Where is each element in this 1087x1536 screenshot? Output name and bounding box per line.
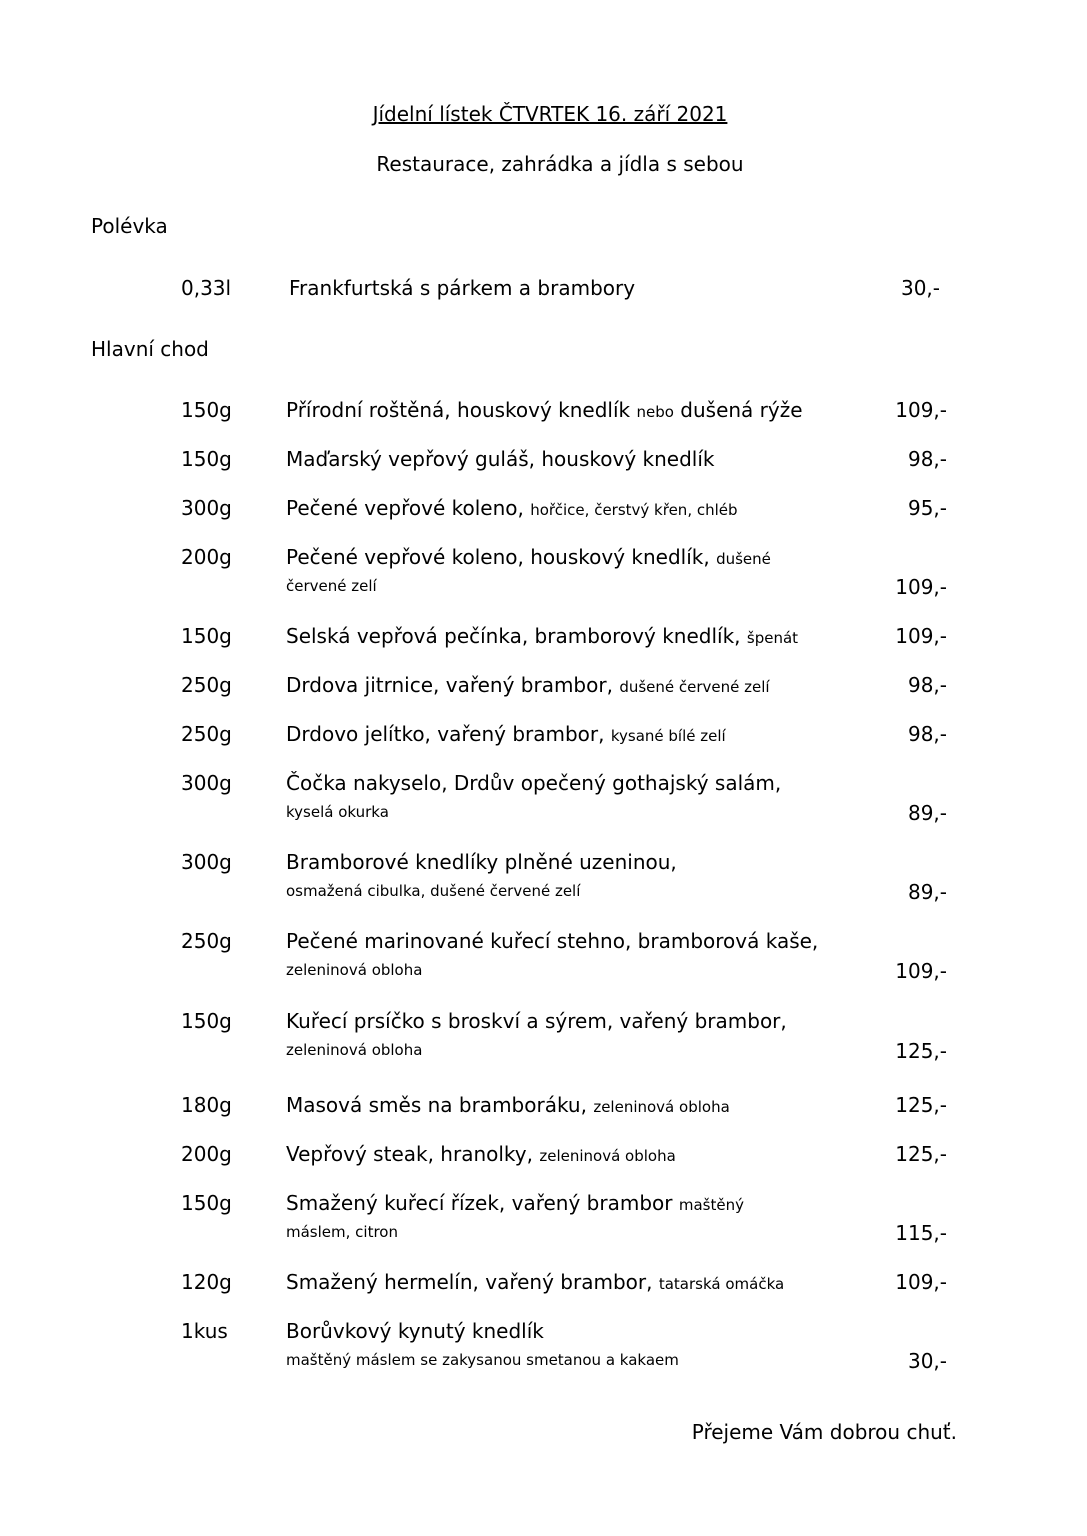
item-quantity: 250g bbox=[181, 929, 232, 953]
item-side-note: zeleninová obloha bbox=[539, 1147, 676, 1165]
item-name bbox=[286, 1191, 744, 1215]
item-description: osmažená cibulka, dušené červené zelí bbox=[286, 882, 581, 900]
section-heading-main: Hlavní chod bbox=[91, 337, 209, 361]
item-name-main: Pečené marinované kuřecí stehno, bramborová kaše, bbox=[286, 929, 819, 953]
item-name-main: Smažený hermelín, vařený brambor, bbox=[286, 1270, 653, 1294]
item-side-note: zeleninová obloha bbox=[593, 1098, 730, 1116]
item-name bbox=[286, 624, 798, 648]
item-side-note: nebo bbox=[636, 403, 674, 421]
item-price: 115,- bbox=[895, 1221, 947, 1245]
item-quantity: 150g bbox=[181, 624, 232, 648]
page-title: Jídelní lístek ČTVRTEK 16. září 2021 bbox=[372, 102, 728, 126]
menu-item bbox=[0, 1191, 1087, 1271]
item-name-extra: dušená rýže bbox=[680, 398, 803, 422]
item-description: zeleninová obloha bbox=[286, 961, 423, 979]
item-name bbox=[286, 673, 770, 697]
item-price: 98,- bbox=[907, 673, 947, 697]
item-price: 109,- bbox=[895, 959, 947, 983]
page-subtitle: Restaurace, zahrádka a jídla s sebou bbox=[376, 152, 744, 176]
item-quantity: 180g bbox=[181, 1093, 232, 1117]
menu-item bbox=[0, 545, 1087, 625]
item-side-note: maštěný bbox=[678, 1196, 744, 1214]
item-name bbox=[286, 1093, 730, 1117]
item-name-main: Drdovo jelítko, vařený brambor, bbox=[286, 722, 605, 746]
item-name-main: Čočka nakyselo, Drdův opečený gothajský salám, bbox=[286, 771, 782, 795]
item-name-main: Smažený kuřecí řízek, vařený brambor bbox=[286, 1191, 673, 1215]
item-name bbox=[286, 447, 714, 471]
item-price: 109,- bbox=[895, 624, 947, 648]
item-name bbox=[286, 1319, 544, 1343]
item-quantity: 150g bbox=[181, 447, 232, 471]
item-quantity: 1kus bbox=[181, 1319, 228, 1343]
item-name bbox=[286, 1009, 787, 1033]
item-side-note: hořčice, čerstvý křen, chléb bbox=[530, 501, 738, 519]
item-name-main: Pečené vepřové koleno, bbox=[286, 496, 524, 520]
menu-item bbox=[0, 771, 1087, 851]
item-quantity: 0,33l bbox=[181, 276, 232, 300]
item-side-note: tatarská omáčka bbox=[658, 1275, 785, 1293]
item-name bbox=[286, 398, 803, 422]
item-side-note: kysané bílé zelí bbox=[610, 727, 726, 745]
item-name bbox=[286, 1270, 784, 1294]
item-quantity: 300g bbox=[181, 850, 232, 874]
item-quantity: 200g bbox=[181, 1142, 232, 1166]
menu-item bbox=[0, 929, 1087, 1009]
item-price: 125,- bbox=[895, 1039, 947, 1063]
item-description: máslem, citron bbox=[286, 1223, 398, 1241]
item-description: maštěný máslem se zakysanou smetanou a kakaem bbox=[286, 1351, 679, 1369]
item-name bbox=[286, 771, 781, 795]
item-price: 30,- bbox=[907, 1349, 947, 1373]
item-name-main: Kuřecí prsíčko s broskví a sýrem, vařený brambor, bbox=[286, 1009, 787, 1033]
item-name-main: Masová směs na bramboráku, bbox=[286, 1093, 587, 1117]
item-price: 109,- bbox=[895, 575, 947, 599]
item-name-main: Bramborové knedlíky plněné uzeninou, bbox=[286, 850, 677, 874]
closing-note: Přejeme Vám dobrou chuť. bbox=[691, 1420, 957, 1444]
item-name-main: Selská vepřová pečínka, bramborový knedlík, bbox=[286, 624, 741, 648]
item-quantity: 300g bbox=[181, 771, 232, 795]
item-price: 109,- bbox=[895, 1270, 947, 1294]
item-side-note: dušené červené zelí bbox=[619, 678, 770, 696]
item-quantity: 120g bbox=[181, 1270, 232, 1294]
item-price: 125,- bbox=[895, 1093, 947, 1117]
item-name bbox=[286, 1142, 676, 1166]
item-name-main: Borůvkový kynutý knedlík bbox=[286, 1319, 544, 1343]
item-name-main: Drdova jitrnice, vařený brambor, bbox=[286, 673, 613, 697]
item-price: 98,- bbox=[907, 447, 947, 471]
item-quantity: 250g bbox=[181, 673, 232, 697]
menu-item bbox=[0, 1319, 1087, 1399]
item-name bbox=[286, 929, 818, 953]
item-name-main: Pečené vepřové koleno, houskový knedlík, bbox=[286, 545, 710, 569]
item-quantity: 250g bbox=[181, 722, 232, 746]
item-description: červené zelí bbox=[286, 577, 377, 595]
item-name-main: Maďarský vepřový guláš, houskový knedlík bbox=[286, 447, 715, 471]
item-name-main: Přírodní roštěná, houskový knedlík bbox=[286, 398, 631, 422]
item-price: 89,- bbox=[907, 801, 947, 825]
item-quantity: 300g bbox=[181, 496, 232, 520]
item-price: 30,- bbox=[900, 276, 940, 300]
item-price: 109,- bbox=[895, 398, 947, 422]
item-description: kyselá okurka bbox=[286, 803, 389, 821]
menu-item bbox=[0, 850, 1087, 930]
item-quantity: 150g bbox=[181, 1191, 232, 1215]
item-price: 125,- bbox=[895, 1142, 947, 1166]
item-quantity: 150g bbox=[181, 398, 232, 422]
menu-item bbox=[0, 1009, 1087, 1089]
item-quantity: 150g bbox=[181, 1009, 232, 1033]
section-heading-soup: Polévka bbox=[91, 214, 168, 238]
item-side-note: špenát bbox=[746, 629, 799, 647]
item-name bbox=[286, 496, 738, 520]
item-quantity: 200g bbox=[181, 545, 232, 569]
item-name-main: Vepřový steak, hranolky, bbox=[286, 1142, 533, 1166]
item-name bbox=[286, 722, 726, 746]
item-price: 95,- bbox=[907, 496, 947, 520]
item-side-note: dušené bbox=[716, 550, 771, 568]
item-description: zeleninová obloha bbox=[286, 1041, 423, 1059]
item-name bbox=[286, 850, 677, 874]
item-price: 89,- bbox=[907, 880, 947, 904]
item-name bbox=[286, 545, 771, 569]
item-price: 98,- bbox=[907, 722, 947, 746]
item-name: Frankfurtská s párkem a brambory bbox=[289, 276, 636, 300]
